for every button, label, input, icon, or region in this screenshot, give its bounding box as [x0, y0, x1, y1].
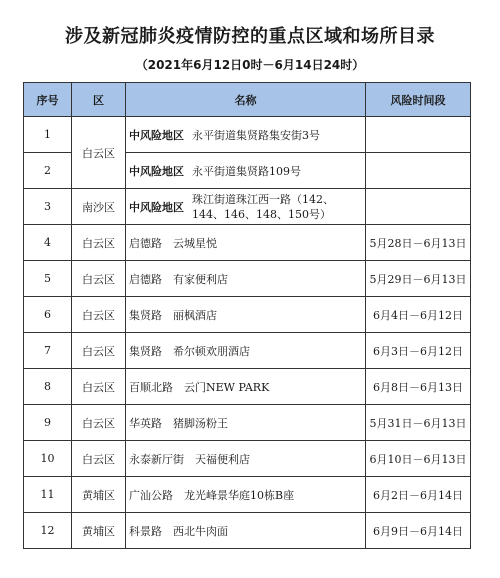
row-district: 白云区 — [72, 261, 126, 297]
row-time — [366, 153, 471, 189]
row-seq: 1 — [24, 117, 72, 153]
row-seq: 8 — [24, 369, 72, 405]
row-time: 6月2日－6月14日 — [366, 477, 471, 513]
table-row — [24, 225, 471, 261]
row-name: 珠江街道珠江西一路（142、144、146、148、150号） — [192, 192, 334, 221]
row-seq: 6 — [24, 297, 72, 333]
header-time: 风险时间段 — [366, 83, 471, 117]
table-row — [24, 513, 471, 549]
row-name-cell — [126, 153, 366, 189]
row-name: 永泰新厅街 天福便利店 — [126, 441, 366, 477]
row-seq: 9 — [24, 405, 72, 441]
table-row — [24, 117, 471, 153]
table-row — [24, 261, 471, 297]
row-district: 南沙区 — [72, 189, 126, 225]
row-seq: 7 — [24, 333, 72, 369]
row-name: 永平街道集贤路集安街3号 — [192, 128, 320, 142]
risk-level-label: 中风险地区 — [129, 128, 184, 142]
table-header-row — [24, 83, 471, 117]
page-title: 涉及新冠肺炎疫情防控的重点区域和场所目录 — [65, 26, 435, 47]
row-time: 5月29日－6月13日 — [366, 261, 471, 297]
row-name: 广汕公路 龙光峰景华庭10栋B座 — [126, 477, 366, 513]
row-time: 6月4日－6月12日 — [366, 297, 471, 333]
row-time: 6月8日－6月13日 — [366, 369, 471, 405]
table-row — [24, 405, 471, 441]
row-district: 白云区 — [72, 333, 126, 369]
row-seq: 2 — [24, 153, 72, 189]
table-row — [24, 189, 471, 225]
row-district: 白云区 — [72, 405, 126, 441]
row-name: 启德路 云城星悦 — [126, 225, 366, 261]
row-district: 白云区 — [72, 225, 126, 261]
row-name: 集贤路 希尔顿欢朋酒店 — [126, 333, 366, 369]
row-time: 6月3日－6月12日 — [366, 333, 471, 369]
table-row — [24, 297, 471, 333]
row-seq: 3 — [24, 189, 72, 225]
risk-level-label: 中风险地区 — [129, 200, 184, 214]
row-name: 集贤路 丽枫酒店 — [126, 297, 366, 333]
row-time: 5月31日－6月13日 — [366, 405, 471, 441]
risk-level-label: 中风险地区 — [129, 164, 184, 178]
row-name: 华英路 猪脚汤粉王 — [126, 405, 366, 441]
row-time: 6月10日－6月13日 — [366, 441, 471, 477]
table-row — [24, 369, 471, 405]
row-seq: 11 — [24, 477, 72, 513]
row-seq: 10 — [24, 441, 72, 477]
row-time: 6月9日－6月14日 — [366, 513, 471, 549]
row-time: 5月28日－6月13日 — [366, 225, 471, 261]
row-name: 永平街道集贤路109号 — [192, 164, 301, 178]
row-seq: 5 — [24, 261, 72, 297]
header-district: 区 — [72, 83, 126, 117]
row-name: 科景路 西北牛肉面 — [126, 513, 366, 549]
row-name-cell — [126, 189, 366, 225]
table-row — [24, 441, 471, 477]
risk-area-table — [23, 82, 471, 549]
row-district: 白云区 — [72, 441, 126, 477]
table-row — [24, 477, 471, 513]
row-time — [366, 189, 471, 225]
header-seq: 序号 — [24, 83, 72, 117]
row-seq: 4 — [24, 225, 72, 261]
page-subtitle: （2021年6月12日0时－6月14日24时） — [135, 58, 365, 72]
row-name-cell — [126, 117, 366, 153]
row-name: 百顺北路 云门NEW PARK — [126, 369, 366, 405]
row-district: 白云区 — [72, 297, 126, 333]
header-name: 名称 — [126, 83, 366, 117]
table-row — [24, 333, 471, 369]
row-district: 黄埔区 — [72, 513, 126, 549]
row-seq: 12 — [24, 513, 72, 549]
row-district: 白云区 — [72, 369, 126, 405]
row-district: 黄埔区 — [72, 477, 126, 513]
row-district: 白云区 — [72, 117, 126, 189]
row-time — [366, 117, 471, 153]
row-name: 启德路 有家便利店 — [126, 261, 366, 297]
